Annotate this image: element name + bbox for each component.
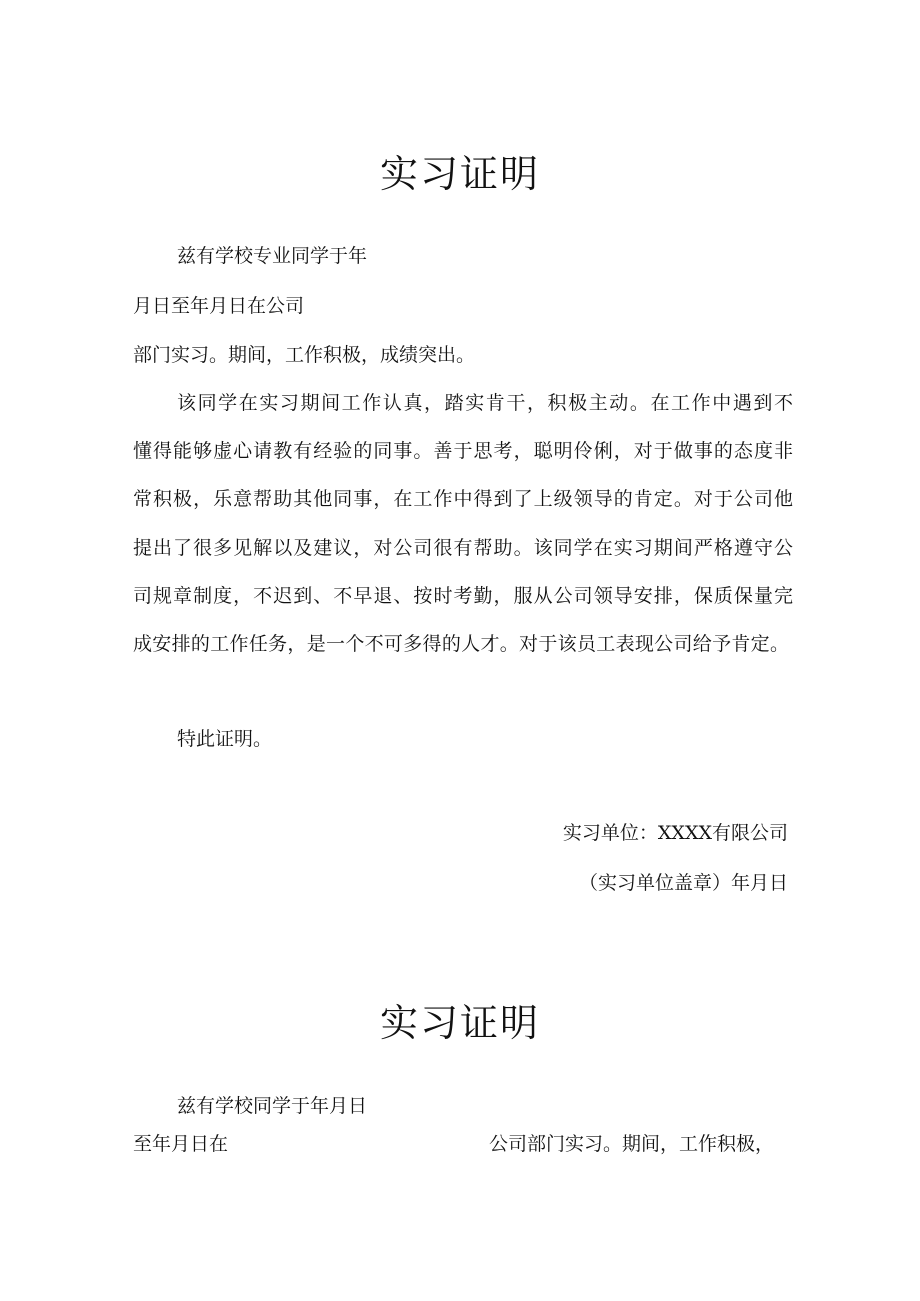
- certificate-title-2: 实习证明: [379, 1001, 540, 1045]
- intro2-line-2-right: 公司部门实习。期间，工作积极，: [489, 1133, 775, 1155]
- paragraph-line-6: 成安排的工作任务，是一个不可多得的人才。对于该员工表现公司给予肯定。: [133, 633, 789, 655]
- intro2-line-1: 兹有学校同学于年月日: [177, 1095, 368, 1117]
- paragraph-line-1: 该同学在实习期间工作认真，踏实肯干，积极主动。在工作中遇到不: [177, 392, 793, 414]
- closing-text: 特此证明。: [177, 728, 273, 750]
- intro2-line-2-left: 至年月日在: [133, 1133, 229, 1155]
- paragraph-line-4: 提出了很多见解以及建议，对公司很有帮助。该同学在实习期间严格遵守公: [133, 537, 793, 559]
- intro-line-1: 兹有学校专业同学于年: [177, 245, 368, 267]
- paragraph-line-5: 司规章制度，不迟到、不早退、按时考勤，服从公司领导安排，保质保量完: [133, 585, 793, 607]
- seal-date-line: （实习单位盖章）年月日: [578, 872, 788, 894]
- paragraph-line-2: 懂得能够虚心请教有经验的同事。善于思考，聪明伶俐，对于做事的态度非: [133, 440, 793, 462]
- intro-line-2: 月日至年月日在公司: [133, 295, 305, 317]
- issuing-unit: 实习单位：XXXX有限公司: [562, 822, 788, 844]
- paragraph-line-3: 常积极，乐意帮助其他同事，在工作中得到了上级领导的肯定。对于公司他: [133, 488, 793, 510]
- certificate-title: 实习证明: [379, 152, 540, 196]
- intro-line-3: 部门实习。期间，工作积极，成绩突出。: [133, 344, 476, 366]
